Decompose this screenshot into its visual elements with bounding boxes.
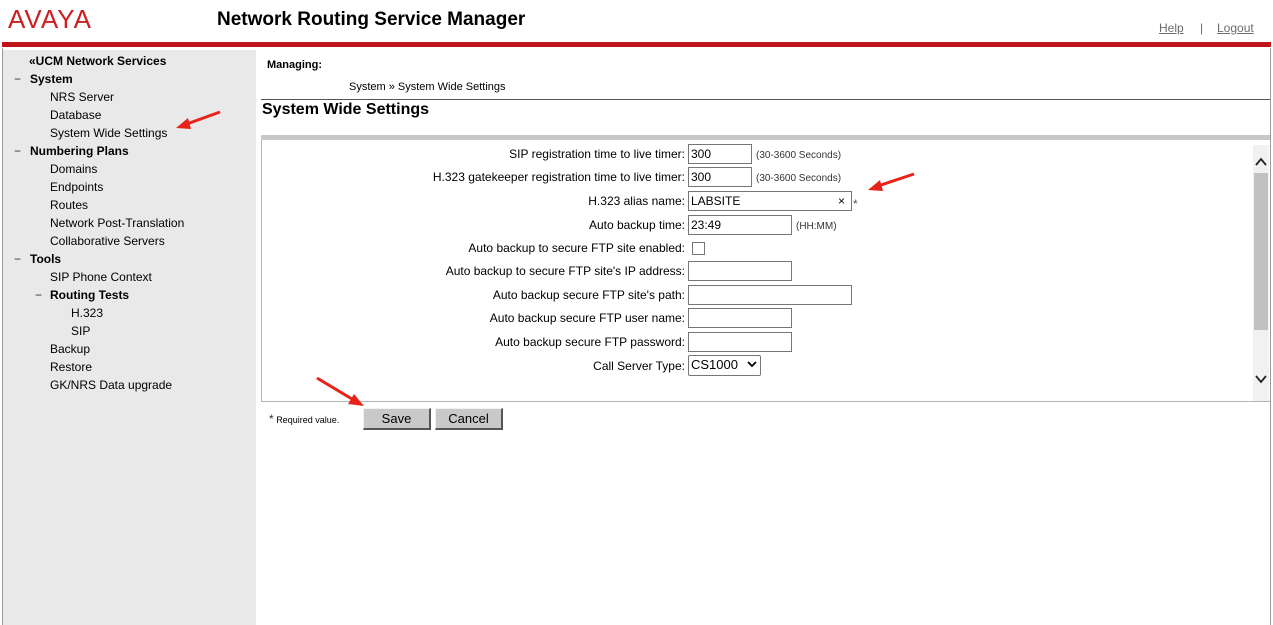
call-server-type-label: Call Server Type: [593, 359, 685, 373]
required-value-note [269, 412, 339, 426]
scrollbar-thumb[interactable] [1254, 173, 1268, 330]
collapse-tools-icon[interactable]: − [14, 252, 22, 266]
ftp-password-label: Auto backup secure FTP password: [495, 335, 685, 349]
app-title: Network Routing Service Manager [217, 9, 526, 30]
sidebar-item-h323[interactable]: H.323 [71, 306, 104, 320]
managing-label: Managing: [267, 59, 322, 71]
ftp-user-name-label: Auto backup secure FTP user name: [489, 311, 685, 325]
ftp-ip-address-label: Auto backup to secure FTP site's IP address: [445, 264, 685, 278]
sidebar-item-nrs-server[interactable]: NRS Server [50, 90, 115, 104]
sidebar-item-domains[interactable]: Domains [50, 162, 98, 176]
sip-registration-ttl-input[interactable] [688, 144, 752, 164]
scroll-down-arrow-icon[interactable] [1254, 372, 1268, 386]
sidebar-item-sip[interactable]: SIP [71, 324, 91, 338]
sidebar-item-endpoints[interactable]: Endpoints [50, 180, 104, 194]
call-server-type-select[interactable] [688, 355, 761, 376]
help-link[interactable]: Help [1159, 21, 1184, 35]
sidebar-item-backup[interactable]: Backup [50, 342, 91, 356]
h323-gatekeeper-ttl-hint: (30-3600 Seconds) [756, 173, 842, 184]
sidebar-item-routes[interactable]: Routes [50, 198, 89, 212]
breadcrumb: System » System Wide Settings [349, 81, 506, 93]
page-title: System Wide Settings [262, 101, 430, 118]
ftp-path-label: Auto backup secure FTP site's path: [492, 288, 685, 302]
annotation-arrow-save-icon [312, 373, 368, 409]
auto-backup-time-input[interactable] [688, 215, 792, 235]
auto-backup-time-hint: (HH:MM) [796, 221, 837, 232]
sidebar-item-system[interactable]: System [30, 72, 73, 86]
h323-alias-name-label: H.323 alias name: [588, 194, 685, 208]
sidebar-item-gk-nrs-data-upgrade[interactable]: GK/NRS Data upgrade [50, 378, 173, 392]
sidebar-item-collaborative-servers[interactable]: Collaborative Servers [50, 234, 165, 248]
header-separator: | [1200, 21, 1204, 35]
scroll-up-arrow-icon[interactable] [1254, 155, 1268, 169]
annotation-arrow-sidebar-icon [170, 105, 230, 135]
sidebar-item-network-post-translation[interactable]: Network Post-Translation [50, 216, 185, 230]
sidebar-item-sip-phone-context[interactable]: SIP Phone Context [50, 270, 152, 284]
sip-registration-ttl-label: SIP registration time to live timer: [509, 147, 685, 161]
ftp-enabled-label: Auto backup to secure FTP site enabled: [468, 241, 685, 255]
collapse-numbering-plans-icon[interactable]: − [14, 144, 22, 158]
call-server-type-value: CS1000 [691, 357, 738, 372]
window-frame-right [1270, 0, 1271, 625]
cancel-button[interactable]: Cancel [435, 408, 503, 430]
clear-icon[interactable]: × [838, 194, 846, 208]
sidebar-item-ucm-network-services[interactable]: «UCM Network Services [29, 54, 167, 68]
auto-backup-time-label: Auto backup time: [588, 218, 685, 232]
chevron-down-icon [747, 359, 757, 369]
h323-alias-name-input[interactable] [688, 191, 852, 211]
required-star-icon: * [853, 197, 858, 211]
save-button[interactable]: Save [363, 408, 431, 430]
sidebar-item-numbering-plans[interactable]: Numbering Plans [30, 144, 129, 158]
header [0, 0, 1273, 48]
ftp-enabled-checkbox[interactable] [692, 242, 705, 255]
sidebar-nav [3, 50, 256, 625]
sip-registration-ttl-hint: (30-3600 Seconds) [756, 150, 842, 161]
ftp-password-input[interactable] [688, 332, 792, 352]
h323-gatekeeper-ttl-label: H.323 gatekeeper registration time to live timer: [432, 170, 685, 184]
header-red-bar [2, 42, 1271, 47]
collapse-system-icon[interactable]: − [14, 72, 22, 86]
avaya-logo: AVAYA [8, 4, 92, 34]
sidebar-item-routing-tests[interactable]: Routing Tests [50, 288, 130, 302]
sidebar-item-database[interactable]: Database [50, 108, 102, 122]
sidebar-item-restore[interactable]: Restore [50, 360, 93, 374]
annotation-arrow-alias-icon [862, 168, 922, 196]
required-star-icon: * [269, 412, 274, 426]
ftp-user-name-input[interactable] [688, 308, 792, 328]
ftp-ip-address-input[interactable] [688, 261, 792, 281]
h323-gatekeeper-ttl-input[interactable] [688, 167, 752, 187]
logout-link[interactable]: Logout [1217, 21, 1254, 35]
ftp-path-input[interactable] [688, 285, 852, 305]
collapse-routing-tests-icon[interactable]: − [35, 288, 43, 302]
title-divider [261, 99, 1270, 100]
required-value-text: Required value. [276, 415, 340, 425]
sidebar-item-tools[interactable]: Tools [30, 252, 62, 266]
sidebar-item-system-wide-settings[interactable]: System Wide Settings [50, 126, 168, 140]
